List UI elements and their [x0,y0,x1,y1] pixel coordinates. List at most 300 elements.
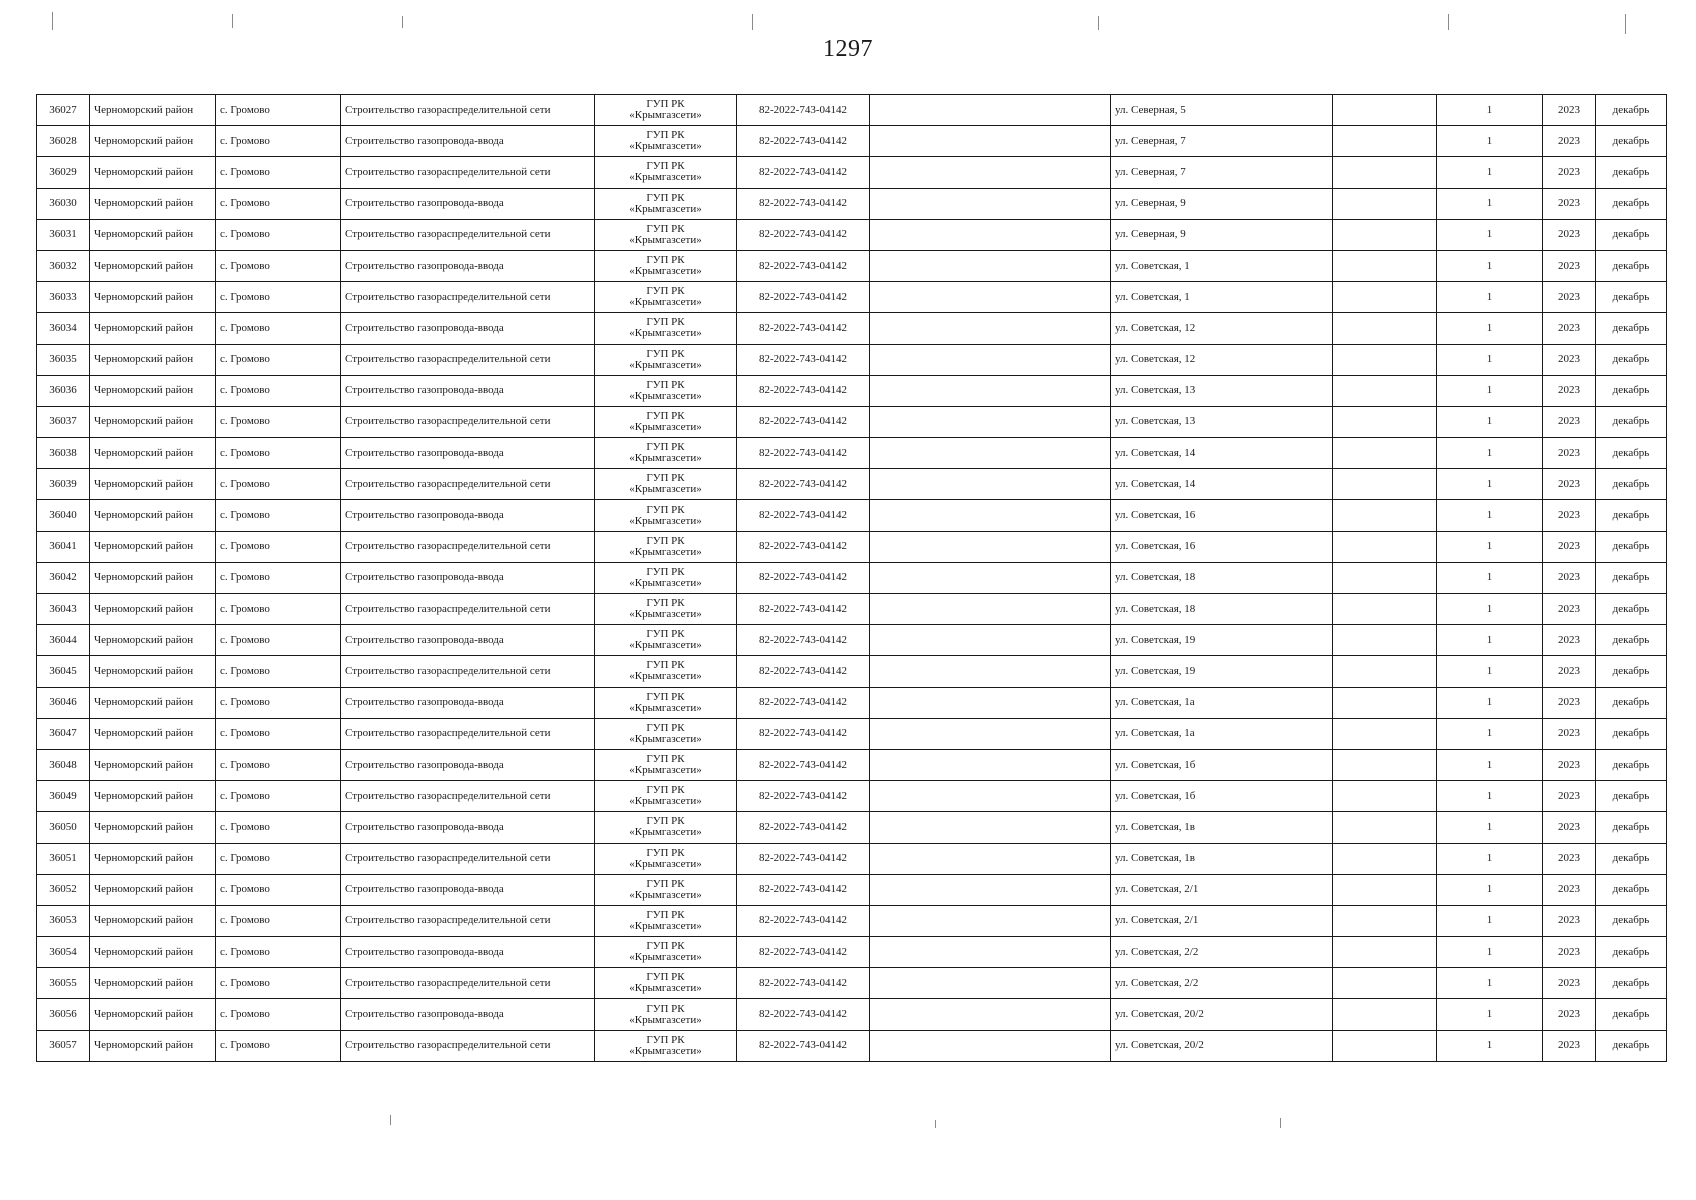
empty-cell [870,812,1111,843]
year-cell: 2023 [1543,843,1596,874]
table-row [37,188,1667,219]
empty-cell [1333,656,1437,687]
quantity-cell: 1 [1437,656,1543,687]
organization-line: ГУП РК [646,534,685,547]
year-cell: 2023 [1543,687,1596,718]
year-cell: 2023 [1543,126,1596,157]
empty-cell [1333,968,1437,999]
district-cell: Черноморский район [90,594,216,625]
empty-cell [1333,126,1437,157]
organization-line: ГУП РК [646,347,685,360]
work-type-cell: Строительство газопровода-ввода [341,874,595,905]
organization-cell [595,843,737,874]
organization-line: «Крымгазсети» [629,982,702,995]
organization-cell [595,594,737,625]
program-code-cell: 82-2022-743-04142 [737,157,870,188]
scan-mark [1280,1118,1281,1128]
organization-line: «Крымгазсети» [629,452,702,465]
empty-cell [870,250,1111,281]
month-cell: декабрь [1596,157,1667,188]
district-cell: Черноморский район [90,188,216,219]
empty-cell [870,500,1111,531]
district-cell: Черноморский район [90,843,216,874]
empty-cell [1333,344,1437,375]
empty-cell [1333,843,1437,874]
address-cell: ул. Советская, 1 [1111,282,1333,313]
table-row [37,718,1667,749]
address-cell: ул. Советская, 13 [1111,406,1333,437]
organization-line: ГУП РК [646,784,685,797]
empty-cell [1333,874,1437,905]
organization-cell [595,999,737,1030]
district-cell: Черноморский район [90,905,216,936]
organization-cell [595,188,737,219]
organization-cell [595,375,737,406]
year-cell: 2023 [1543,406,1596,437]
month-cell: декабрь [1596,625,1667,656]
empty-cell [870,531,1111,562]
table-row [37,500,1667,531]
organization-cell [595,531,737,562]
address-cell: ул. Советская, 16 [1111,531,1333,562]
settlement-cell: с. Громово [216,500,341,531]
organization-line: ГУП РК [646,285,685,298]
work-type-cell: Строительство газораспределительной сети [341,531,595,562]
empty-cell [870,749,1111,780]
program-code-cell: 82-2022-743-04142 [737,718,870,749]
organization-line: «Крымгазсети» [629,514,702,527]
organization-cell [595,500,737,531]
district-cell: Черноморский район [90,1030,216,1061]
district-cell: Черноморский район [90,313,216,344]
work-type-cell: Строительство газопровода-ввода [341,749,595,780]
month-cell: декабрь [1596,1030,1667,1061]
program-code-cell: 82-2022-743-04142 [737,219,870,250]
address-cell: ул. Советская, 20/2 [1111,1030,1333,1061]
address-cell: ул. Советская, 2/1 [1111,905,1333,936]
quantity-cell: 1 [1437,999,1543,1030]
work-type-cell: Строительство газопровода-ввода [341,999,595,1030]
address-cell: ул. Советская, 1а [1111,718,1333,749]
program-code-cell: 82-2022-743-04142 [737,687,870,718]
month-cell: декабрь [1596,843,1667,874]
organization-line: ГУП РК [646,98,685,111]
year-cell: 2023 [1543,375,1596,406]
settlement-cell: с. Громово [216,968,341,999]
organization-line: «Крымгазсети» [629,327,702,340]
organization-line: ГУП РК [646,441,685,454]
empty-cell [1333,718,1437,749]
address-cell: ул. Северная, 9 [1111,219,1333,250]
organization-line: ГУП РК [646,160,685,173]
month-cell: декабрь [1596,687,1667,718]
empty-cell [870,999,1111,1030]
district-cell: Черноморский район [90,531,216,562]
organization-line: ГУП РК [646,690,685,703]
quantity-cell: 1 [1437,594,1543,625]
organization-line: «Крымгазсети» [629,701,702,714]
quantity-cell: 1 [1437,687,1543,718]
month-cell: декабрь [1596,500,1667,531]
month-cell: декабрь [1596,282,1667,313]
empty-cell [870,562,1111,593]
year-cell: 2023 [1543,937,1596,968]
month-cell: декабрь [1596,812,1667,843]
address-cell: ул. Советская, 13 [1111,375,1333,406]
organization-line: «Крымгазсети» [629,826,702,839]
row-number: 36048 [37,749,90,780]
district-cell: Черноморский район [90,718,216,749]
empty-cell [1333,188,1437,219]
quantity-cell: 1 [1437,157,1543,188]
organization-line: «Крымгазсети» [629,545,702,558]
address-cell: ул. Советская, 14 [1111,469,1333,500]
month-cell: декабрь [1596,718,1667,749]
row-number: 36054 [37,937,90,968]
organization-line: «Крымгазсети» [629,171,702,184]
quantity-cell: 1 [1437,812,1543,843]
district-cell: Черноморский район [90,500,216,531]
empty-cell [870,375,1111,406]
district-cell: Черноморский район [90,157,216,188]
year-cell: 2023 [1543,282,1596,313]
month-cell: декабрь [1596,531,1667,562]
organization-cell [595,219,737,250]
registry-table [36,94,1667,1062]
empty-cell [1333,500,1437,531]
row-number: 36046 [37,687,90,718]
empty-cell [1333,157,1437,188]
organization-line: «Крымгазсети» [629,1013,702,1026]
organization-line: «Крымгазсети» [629,1044,702,1057]
organization-line: «Крымгазсети» [629,951,702,964]
year-cell: 2023 [1543,438,1596,469]
empty-cell [1333,999,1437,1030]
organization-line: «Крымгазсети» [629,888,702,901]
program-code-cell: 82-2022-743-04142 [737,531,870,562]
row-number: 36036 [37,375,90,406]
organization-line: «Крымгазсети» [629,608,702,621]
settlement-cell: с. Громово [216,95,341,126]
work-type-cell: Строительство газопровода-ввода [341,625,595,656]
row-number: 36044 [37,625,90,656]
empty-cell [1333,250,1437,281]
empty-cell [870,687,1111,718]
district-cell: Черноморский район [90,687,216,718]
work-type-cell: Строительство газораспределительной сети [341,1030,595,1061]
organization-cell [595,438,737,469]
district-cell: Черноморский район [90,749,216,780]
organization-line: «Крымгазсети» [629,420,702,433]
quantity-cell: 1 [1437,219,1543,250]
organization-line: «Крымгазсети» [629,857,702,870]
work-type-cell: Строительство газораспределительной сети [341,718,595,749]
empty-cell [870,157,1111,188]
registry-rows [37,95,1667,1062]
month-cell: декабрь [1596,250,1667,281]
organization-cell [595,126,737,157]
table-row [37,126,1667,157]
row-number: 36034 [37,313,90,344]
district-cell: Черноморский район [90,375,216,406]
district-cell: Черноморский район [90,344,216,375]
settlement-cell: с. Громово [216,594,341,625]
organization-cell [595,874,737,905]
table-row [37,687,1667,718]
organization-line: ГУП РК [646,409,685,422]
table-row [37,562,1667,593]
settlement-cell: с. Громово [216,749,341,780]
organization-cell [595,905,737,936]
row-number: 36039 [37,469,90,500]
work-type-cell: Строительство газораспределительной сети [341,781,595,812]
month-cell: декабрь [1596,375,1667,406]
year-cell: 2023 [1543,1030,1596,1061]
empty-cell [870,438,1111,469]
settlement-cell: с. Громово [216,937,341,968]
organization-cell [595,968,737,999]
month-cell: декабрь [1596,968,1667,999]
address-cell: ул. Советская, 19 [1111,656,1333,687]
scan-mark [402,16,403,28]
empty-cell [870,1030,1111,1061]
table-row [37,874,1667,905]
work-type-cell: Строительство газораспределительной сети [341,968,595,999]
organization-line: ГУП РК [646,254,685,267]
settlement-cell: с. Громово [216,126,341,157]
scan-mark [752,14,753,30]
organization-line: ГУП РК [646,659,685,672]
address-cell: ул. Советская, 2/1 [1111,874,1333,905]
empty-cell [1333,219,1437,250]
organization-cell [595,157,737,188]
work-type-cell: Строительство газораспределительной сети [341,905,595,936]
table-row [37,1030,1667,1061]
table-row [37,905,1667,936]
quantity-cell: 1 [1437,500,1543,531]
empty-cell [1333,375,1437,406]
quantity-cell: 1 [1437,718,1543,749]
district-cell: Черноморский район [90,937,216,968]
program-code-cell: 82-2022-743-04142 [737,313,870,344]
organization-cell [595,718,737,749]
empty-cell [870,656,1111,687]
program-code-cell: 82-2022-743-04142 [737,250,870,281]
organization-line: ГУП РК [646,721,685,734]
organization-cell [595,313,737,344]
organization-cell [595,250,737,281]
empty-cell [1333,905,1437,936]
quantity-cell: 1 [1437,531,1543,562]
month-cell: декабрь [1596,937,1667,968]
scan-mark [1448,14,1449,30]
district-cell: Черноморский район [90,656,216,687]
empty-cell [870,188,1111,219]
settlement-cell: с. Громово [216,157,341,188]
organization-cell [595,781,737,812]
address-cell: ул. Северная, 5 [1111,95,1333,126]
work-type-cell: Строительство газопровода-ввода [341,126,595,157]
quantity-cell: 1 [1437,375,1543,406]
table-row [37,968,1667,999]
table-row [37,594,1667,625]
table-row [37,469,1667,500]
empty-cell [1333,687,1437,718]
table-row [37,656,1667,687]
empty-cell [870,219,1111,250]
district-cell: Черноморский район [90,968,216,999]
organization-line: «Крымгазсети» [629,764,702,777]
address-cell: ул. Северная, 7 [1111,126,1333,157]
empty-cell [1333,562,1437,593]
settlement-cell: с. Громово [216,843,341,874]
program-code-cell: 82-2022-743-04142 [737,375,870,406]
quantity-cell: 1 [1437,843,1543,874]
organization-line: ГУП РК [646,565,685,578]
year-cell: 2023 [1543,95,1596,126]
district-cell: Черноморский район [90,812,216,843]
row-number: 36027 [37,95,90,126]
year-cell: 2023 [1543,531,1596,562]
address-cell: ул. Советская, 1в [1111,843,1333,874]
work-type-cell: Строительство газопровода-ввода [341,500,595,531]
row-number: 36032 [37,250,90,281]
organization-line: ГУП РК [646,378,685,391]
organization-line: ГУП РК [646,971,685,984]
settlement-cell: с. Громово [216,282,341,313]
empty-cell [1333,469,1437,500]
organization-cell [595,469,737,500]
table-row [37,250,1667,281]
address-cell: ул. Советская, 1а [1111,687,1333,718]
year-cell: 2023 [1543,656,1596,687]
organization-line: «Крымгазсети» [629,795,702,808]
address-cell: ул. Советская, 1б [1111,749,1333,780]
empty-cell [870,937,1111,968]
empty-cell [1333,438,1437,469]
row-number: 36040 [37,500,90,531]
year-cell: 2023 [1543,500,1596,531]
organization-line: ГУП РК [646,1033,685,1046]
organization-line: ГУП РК [646,753,685,766]
district-cell: Черноморский район [90,874,216,905]
organization-cell [595,1030,737,1061]
year-cell: 2023 [1543,749,1596,780]
quantity-cell: 1 [1437,95,1543,126]
month-cell: декабрь [1596,188,1667,219]
address-cell: ул. Советская, 1 [1111,250,1333,281]
table-row [37,282,1667,313]
empty-cell [870,843,1111,874]
month-cell: декабрь [1596,656,1667,687]
scan-mark [935,1120,936,1128]
program-code-cell: 82-2022-743-04142 [737,905,870,936]
empty-cell [1333,95,1437,126]
work-type-cell: Строительство газораспределительной сети [341,219,595,250]
month-cell: декабрь [1596,469,1667,500]
quantity-cell: 1 [1437,250,1543,281]
organization-cell [595,344,737,375]
organization-line: «Крымгазсети» [629,732,702,745]
organization-line: «Крымгазсети» [629,639,702,652]
district-cell: Черноморский район [90,625,216,656]
row-number: 36056 [37,999,90,1030]
organization-line: ГУП РК [646,316,685,329]
quantity-cell: 1 [1437,781,1543,812]
organization-line: «Крымгазсети» [629,265,702,278]
scan-mark [232,14,233,28]
program-code-cell: 82-2022-743-04142 [737,1030,870,1061]
empty-cell [1333,282,1437,313]
year-cell: 2023 [1543,874,1596,905]
row-number: 36030 [37,188,90,219]
quantity-cell: 1 [1437,625,1543,656]
quantity-cell: 1 [1437,874,1543,905]
organization-line: «Крымгазсети» [629,109,702,122]
row-number: 36038 [37,438,90,469]
quantity-cell: 1 [1437,406,1543,437]
settlement-cell: с. Громово [216,313,341,344]
organization-cell [595,282,737,313]
table-row [37,937,1667,968]
year-cell: 2023 [1543,999,1596,1030]
settlement-cell: с. Громово [216,999,341,1030]
year-cell: 2023 [1543,594,1596,625]
table-row [37,812,1667,843]
organization-line: «Крымгазсети» [629,202,702,215]
table-row [37,406,1667,437]
work-type-cell: Строительство газораспределительной сети [341,95,595,126]
table-row [37,219,1667,250]
program-code-cell: 82-2022-743-04142 [737,344,870,375]
address-cell: ул. Советская, 19 [1111,625,1333,656]
quantity-cell: 1 [1437,438,1543,469]
settlement-cell: с. Громово [216,874,341,905]
year-cell: 2023 [1543,219,1596,250]
quantity-cell: 1 [1437,937,1543,968]
work-type-cell: Строительство газопровода-ввода [341,812,595,843]
organization-line: ГУП РК [646,472,685,485]
organization-line: ГУП РК [646,129,685,142]
address-cell: ул. Советская, 1в [1111,812,1333,843]
year-cell: 2023 [1543,157,1596,188]
organization-line: ГУП РК [646,877,685,890]
work-type-cell: Строительство газопровода-ввода [341,375,595,406]
page-number: 1297 [823,36,873,62]
organization-line: ГУП РК [646,908,685,921]
organization-line: «Крымгазсети» [629,358,702,371]
settlement-cell: с. Громово [216,905,341,936]
program-code-cell: 82-2022-743-04142 [737,594,870,625]
row-number: 36045 [37,656,90,687]
organization-line: «Крымгазсети» [629,919,702,932]
work-type-cell: Строительство газопровода-ввода [341,250,595,281]
program-code-cell: 82-2022-743-04142 [737,95,870,126]
organization-cell [595,562,737,593]
organization-line: «Крымгазсети» [629,670,702,683]
organization-cell [595,625,737,656]
program-code-cell: 82-2022-743-04142 [737,781,870,812]
program-code-cell: 82-2022-743-04142 [737,406,870,437]
year-cell: 2023 [1543,250,1596,281]
program-code-cell: 82-2022-743-04142 [737,937,870,968]
month-cell: декабрь [1596,999,1667,1030]
district-cell: Черноморский район [90,562,216,593]
work-type-cell: Строительство газораспределительной сети [341,406,595,437]
settlement-cell: с. Громово [216,250,341,281]
scan-mark [1098,16,1099,30]
organization-cell [595,687,737,718]
